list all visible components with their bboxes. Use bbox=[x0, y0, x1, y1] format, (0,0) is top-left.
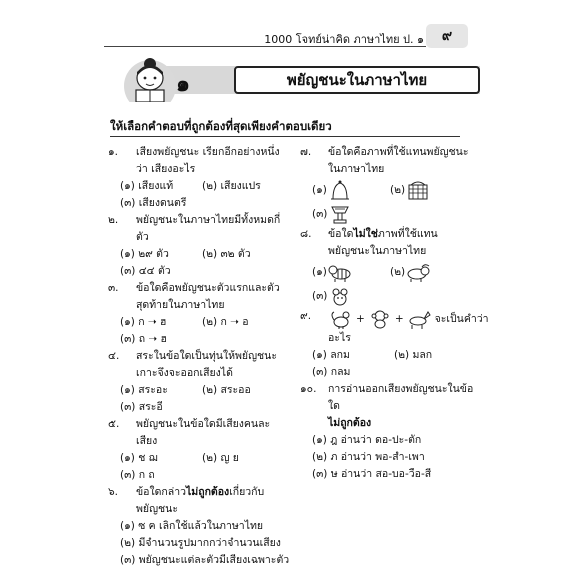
option[interactable]: (๒) เสียงแปร bbox=[202, 180, 261, 192]
question-number: ๑. bbox=[108, 146, 119, 158]
question-1 bbox=[108, 144, 290, 178]
tiger-icon bbox=[327, 261, 353, 283]
question-number: ๕. bbox=[108, 418, 120, 430]
option[interactable]: (๑) ซ ฅ เลิกใช้แล้วในภาษาไทย bbox=[120, 520, 264, 532]
question-number: ๒. bbox=[108, 214, 119, 226]
option-label: (๓) bbox=[312, 207, 328, 220]
questions-left-column bbox=[108, 144, 290, 569]
question-9-line2 bbox=[300, 330, 476, 347]
option-label: (๑) bbox=[312, 183, 327, 196]
question-number: ๖. bbox=[108, 486, 119, 498]
question-number: ๑๐. bbox=[300, 383, 317, 395]
option[interactable]: (๓) ๔๔ ตัว bbox=[120, 265, 171, 277]
question-text bbox=[328, 381, 476, 432]
option[interactable]: (๓) สระอี bbox=[120, 401, 163, 413]
question-text-emphasis: ไม่ถูกต้อง bbox=[328, 417, 372, 429]
page-number: ๙ bbox=[426, 24, 468, 48]
question-number: ๓. bbox=[108, 282, 119, 294]
question-7 bbox=[300, 144, 476, 178]
option[interactable]: (๓) เสียงดนตรี bbox=[120, 197, 187, 209]
instruction: ให้เลือกคำตอบที่ถูกต้องที่สุดเพียงคำตอบเดียว bbox=[110, 119, 332, 133]
option-label: (๒) bbox=[390, 265, 406, 278]
question-number: ๘. bbox=[300, 228, 312, 240]
question-6 bbox=[108, 484, 290, 518]
option[interactable]: (๓) ก ถ bbox=[120, 469, 155, 481]
monkey-icon bbox=[367, 308, 393, 330]
option-label: (๒) bbox=[390, 183, 406, 196]
question-text: ข้อใดคือพยัญชนะตัวแรกและตัวสุดท้ายในภาษาไทย bbox=[136, 282, 280, 311]
question-text-post: ภาพที่ใช้แทนพยัญชนะในภาษาไทย bbox=[328, 228, 438, 257]
question-9 bbox=[300, 308, 489, 330]
question-text bbox=[328, 226, 476, 260]
pedestal-tray-icon bbox=[327, 203, 353, 225]
mouse-icon bbox=[327, 285, 353, 307]
option[interactable]: (๓) กลม bbox=[312, 366, 351, 378]
question-text: เสียงพยัญชนะ เรียกอีกอย่างหนึ่งว่า เสียงอะไร bbox=[136, 146, 280, 175]
question-text: พยัญชนะในข้อใดมีเสียงคนละเสียง bbox=[136, 418, 271, 447]
options-q5 bbox=[108, 450, 290, 484]
option[interactable] bbox=[390, 260, 468, 284]
option[interactable] bbox=[312, 202, 390, 226]
option-label: (๓) bbox=[312, 289, 328, 302]
option[interactable]: (๑) ช ฌ bbox=[120, 452, 158, 464]
header-title: 1000 โจทย์น่าคิด ภาษาไทย ป. ๑ bbox=[264, 33, 424, 46]
option[interactable]: (๒) ก ➝ อ bbox=[202, 316, 249, 328]
question-text bbox=[136, 484, 290, 518]
options-q3 bbox=[108, 314, 290, 348]
question-text bbox=[328, 308, 489, 330]
options-q8 bbox=[300, 260, 476, 308]
question-text: พยัญชนะในภาษาไทยมีทั้งหมดกี่ตัว bbox=[136, 214, 281, 243]
option[interactable] bbox=[312, 260, 390, 284]
options-q7 bbox=[300, 178, 476, 226]
question-text-tail: จะเป็นคำว่า bbox=[434, 312, 489, 325]
instruction-divider bbox=[110, 136, 460, 137]
options-q6 bbox=[108, 518, 290, 569]
option[interactable]: (๓) ษ อ่านว่า สอ-บอ-วือ-สี bbox=[312, 468, 432, 480]
question-text-pre: ข้อใด bbox=[328, 228, 354, 240]
bell-jar-icon bbox=[327, 179, 353, 201]
option[interactable]: (๑) ก ➝ ฮ bbox=[120, 316, 167, 328]
option[interactable] bbox=[390, 178, 468, 202]
question-text-post: เกี่ยวกับพยัญชนะ bbox=[136, 486, 265, 515]
basket-icon bbox=[405, 179, 431, 201]
option[interactable]: (๒) มีจำนวนรูปมากกว่าจำนวนเสียง bbox=[120, 537, 281, 549]
chapter-title: พยัญชนะในภาษาไทย bbox=[234, 66, 480, 94]
option[interactable]: (๒) ญ ย bbox=[202, 452, 239, 464]
horse-icon bbox=[406, 308, 432, 330]
question-10 bbox=[300, 381, 476, 432]
question-5 bbox=[108, 416, 290, 450]
question-text-emphasis: ไม่ใช่ bbox=[353, 228, 378, 240]
question-text: อะไร bbox=[328, 332, 351, 344]
buffalo-icon bbox=[405, 261, 431, 283]
question-text: ข้อใดคือภาพที่ใช้แทนพยัญชนะในภาษาไทย bbox=[328, 146, 469, 175]
options-q10 bbox=[300, 432, 476, 483]
option[interactable]: (๑) ๒๙ ตัว bbox=[120, 248, 169, 260]
options-q2 bbox=[108, 246, 290, 280]
option[interactable]: (๑) ลกม bbox=[312, 349, 350, 361]
questions-right-column bbox=[300, 144, 489, 483]
header-divider bbox=[104, 46, 426, 47]
options-q1 bbox=[108, 178, 290, 212]
question-text-emphasis: ไม่ถูกต้อง bbox=[186, 486, 230, 498]
question-8 bbox=[300, 226, 476, 260]
plus-sign: + bbox=[356, 312, 365, 325]
option[interactable]: (๒) ภ อ่านว่า พอ-สำ-เพา bbox=[312, 451, 425, 463]
options-q9 bbox=[300, 347, 476, 381]
option[interactable]: (๒) มลก bbox=[394, 349, 433, 361]
question-text-main: การอ่านออกเสียงพยัญชนะในข้อใด bbox=[328, 383, 474, 412]
options-q4 bbox=[108, 382, 290, 416]
option[interactable] bbox=[312, 178, 390, 202]
question-4 bbox=[108, 348, 290, 382]
option[interactable]: (๑) สระอะ bbox=[120, 384, 168, 396]
question-number: ๔. bbox=[108, 350, 120, 362]
question-number: ๗. bbox=[300, 146, 312, 158]
rooster-icon bbox=[328, 308, 354, 330]
option-label: (๑) bbox=[312, 265, 327, 278]
option[interactable] bbox=[312, 284, 390, 308]
option[interactable]: (๑) ฎ อ่านว่า ดอ-ปะ-ตัก bbox=[312, 434, 422, 446]
question-text: สระในข้อใดเป็นทุ่นให้พยัญชนะเกาะจึงจะออกเสียงได้ bbox=[136, 350, 277, 379]
option[interactable]: (๓) ถ ➝ ฮ bbox=[120, 333, 167, 345]
option[interactable]: (๓) พยัญชนะแต่ละตัวมีเสียงเฉพาะตัว bbox=[120, 554, 290, 566]
question-2 bbox=[108, 212, 290, 246]
option[interactable]: (๒) ๓๒ ตัว bbox=[202, 248, 251, 260]
question-number: ๙. bbox=[300, 310, 312, 322]
plus-sign: + bbox=[394, 312, 404, 325]
question-text-pre: ข้อใดกล่าว bbox=[136, 486, 187, 498]
option[interactable]: (๑) เสียงแท้ bbox=[120, 180, 174, 192]
question-3 bbox=[108, 280, 290, 314]
option[interactable]: (๒) สระออ bbox=[202, 384, 251, 396]
chapter-number: ๑ bbox=[176, 72, 190, 97]
